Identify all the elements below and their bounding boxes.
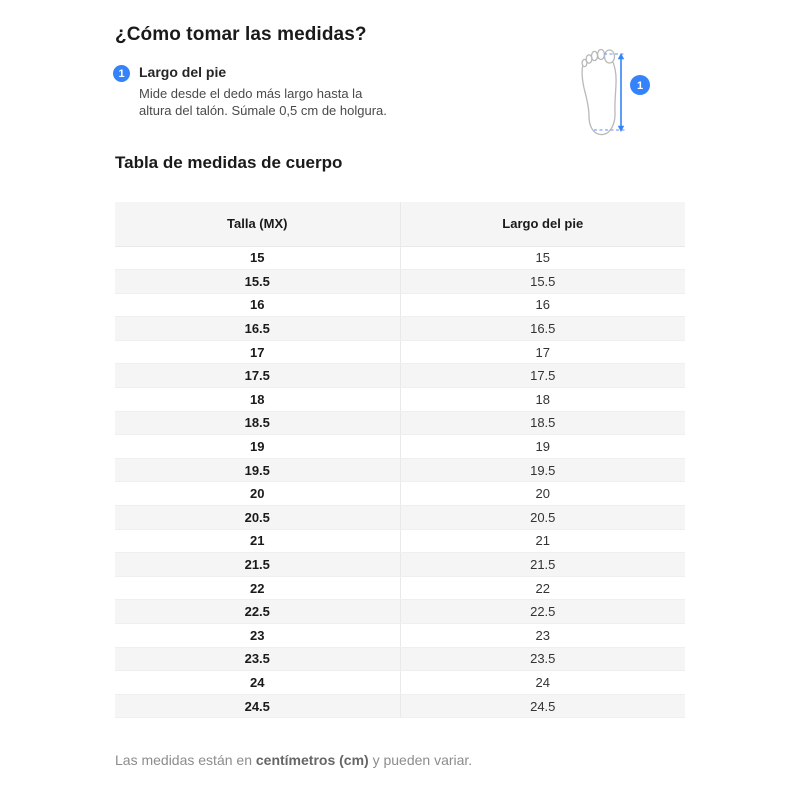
diagram-marker-badge bbox=[630, 75, 650, 95]
cell-largo-del-pie: 22.5 bbox=[400, 600, 685, 624]
cell-largo-del-pie: 23 bbox=[400, 624, 685, 648]
cell-talla: 18 bbox=[115, 388, 400, 412]
cell-largo-del-pie: 15 bbox=[400, 246, 685, 270]
cell-talla: 19 bbox=[115, 435, 400, 459]
cell-largo-del-pie: 17.5 bbox=[400, 364, 685, 388]
disclaimer-suffix: y pueden variar. bbox=[368, 752, 473, 768]
table-row bbox=[115, 293, 685, 317]
column-header-largo: Largo del pie bbox=[400, 202, 685, 246]
cell-talla: 21.5 bbox=[115, 553, 400, 577]
cell-largo-del-pie: 18 bbox=[400, 388, 685, 412]
cell-talla: 18.5 bbox=[115, 411, 400, 435]
cell-talla: 22 bbox=[115, 576, 400, 600]
disclaimer-prefix: Las medidas están en bbox=[115, 752, 256, 768]
table-row bbox=[115, 482, 685, 506]
table-row bbox=[115, 411, 685, 435]
cell-largo-del-pie: 19 bbox=[400, 435, 685, 459]
step-1-badge: 1 bbox=[113, 65, 130, 82]
cell-largo-del-pie: 24.5 bbox=[400, 694, 685, 718]
table-row bbox=[115, 364, 685, 388]
size-table-head bbox=[115, 202, 685, 246]
size-table-body bbox=[115, 246, 685, 718]
cell-talla: 17 bbox=[115, 340, 400, 364]
table-row bbox=[115, 317, 685, 341]
column-header-talla: Talla (MX) bbox=[115, 202, 400, 246]
cell-talla: 19.5 bbox=[115, 458, 400, 482]
cell-talla: 24.5 bbox=[115, 694, 400, 718]
foot-outline-icon bbox=[582, 50, 616, 135]
cell-largo-del-pie: 20.5 bbox=[400, 506, 685, 530]
table-row bbox=[115, 529, 685, 553]
table-row bbox=[115, 600, 685, 624]
page-title: ¿Cómo tomar las medidas? bbox=[115, 24, 367, 45]
cell-largo-del-pie: 21 bbox=[400, 529, 685, 553]
cell-talla: 16.5 bbox=[115, 317, 400, 341]
measurement-disclaimer bbox=[115, 752, 472, 768]
cell-talla: 17.5 bbox=[115, 364, 400, 388]
cell-talla: 24 bbox=[115, 671, 400, 695]
instruction-description bbox=[139, 85, 387, 119]
table-row bbox=[115, 671, 685, 695]
cell-talla: 15 bbox=[115, 246, 400, 270]
table-row bbox=[115, 647, 685, 671]
instruction-description-line1: Mide desde el dedo más largo hasta la bbox=[139, 86, 363, 101]
cell-talla: 21 bbox=[115, 529, 400, 553]
cell-largo-del-pie: 15.5 bbox=[400, 270, 685, 294]
table-row bbox=[115, 270, 685, 294]
table-row bbox=[115, 553, 685, 577]
cell-talla: 23.5 bbox=[115, 647, 400, 671]
instruction-text bbox=[139, 64, 387, 119]
table-row bbox=[115, 340, 685, 364]
cell-talla: 20 bbox=[115, 482, 400, 506]
cell-talla: 23 bbox=[115, 624, 400, 648]
cell-largo-del-pie: 20 bbox=[400, 482, 685, 506]
table-row bbox=[115, 624, 685, 648]
header-row bbox=[115, 202, 685, 246]
cell-talla: 22.5 bbox=[115, 600, 400, 624]
foot-measure-diagram bbox=[578, 46, 660, 141]
size-table bbox=[115, 202, 685, 718]
cell-talla: 16 bbox=[115, 293, 400, 317]
cell-largo-del-pie: 23.5 bbox=[400, 647, 685, 671]
table-row bbox=[115, 506, 685, 530]
cell-largo-del-pie: 24 bbox=[400, 671, 685, 695]
cell-talla: 15.5 bbox=[115, 270, 400, 294]
cell-largo-del-pie: 18.5 bbox=[400, 411, 685, 435]
table-row bbox=[115, 246, 685, 270]
cell-largo-del-pie: 22 bbox=[400, 576, 685, 600]
instruction-label: Largo del pie bbox=[139, 64, 227, 80]
instruction-description-line2: altura del talón. Súmale 0,5 cm de holgura. bbox=[139, 103, 387, 118]
cell-largo-del-pie: 19.5 bbox=[400, 458, 685, 482]
table-row bbox=[115, 458, 685, 482]
cell-talla: 20.5 bbox=[115, 506, 400, 530]
cell-largo-del-pie: 21.5 bbox=[400, 553, 685, 577]
cell-largo-del-pie: 17 bbox=[400, 340, 685, 364]
table-row bbox=[115, 388, 685, 412]
disclaimer-unit: centímetros (cm) bbox=[255, 752, 369, 768]
diagram-marker-label: 1 bbox=[636, 80, 644, 92]
table-section-title: Tabla de medidas de cuerpo bbox=[115, 153, 343, 172]
measure-instruction bbox=[113, 64, 387, 119]
table-row bbox=[115, 576, 685, 600]
cell-largo-del-pie: 16 bbox=[400, 293, 685, 317]
table-row bbox=[115, 435, 685, 459]
cell-largo-del-pie: 16.5 bbox=[400, 317, 685, 341]
table-row bbox=[115, 694, 685, 718]
